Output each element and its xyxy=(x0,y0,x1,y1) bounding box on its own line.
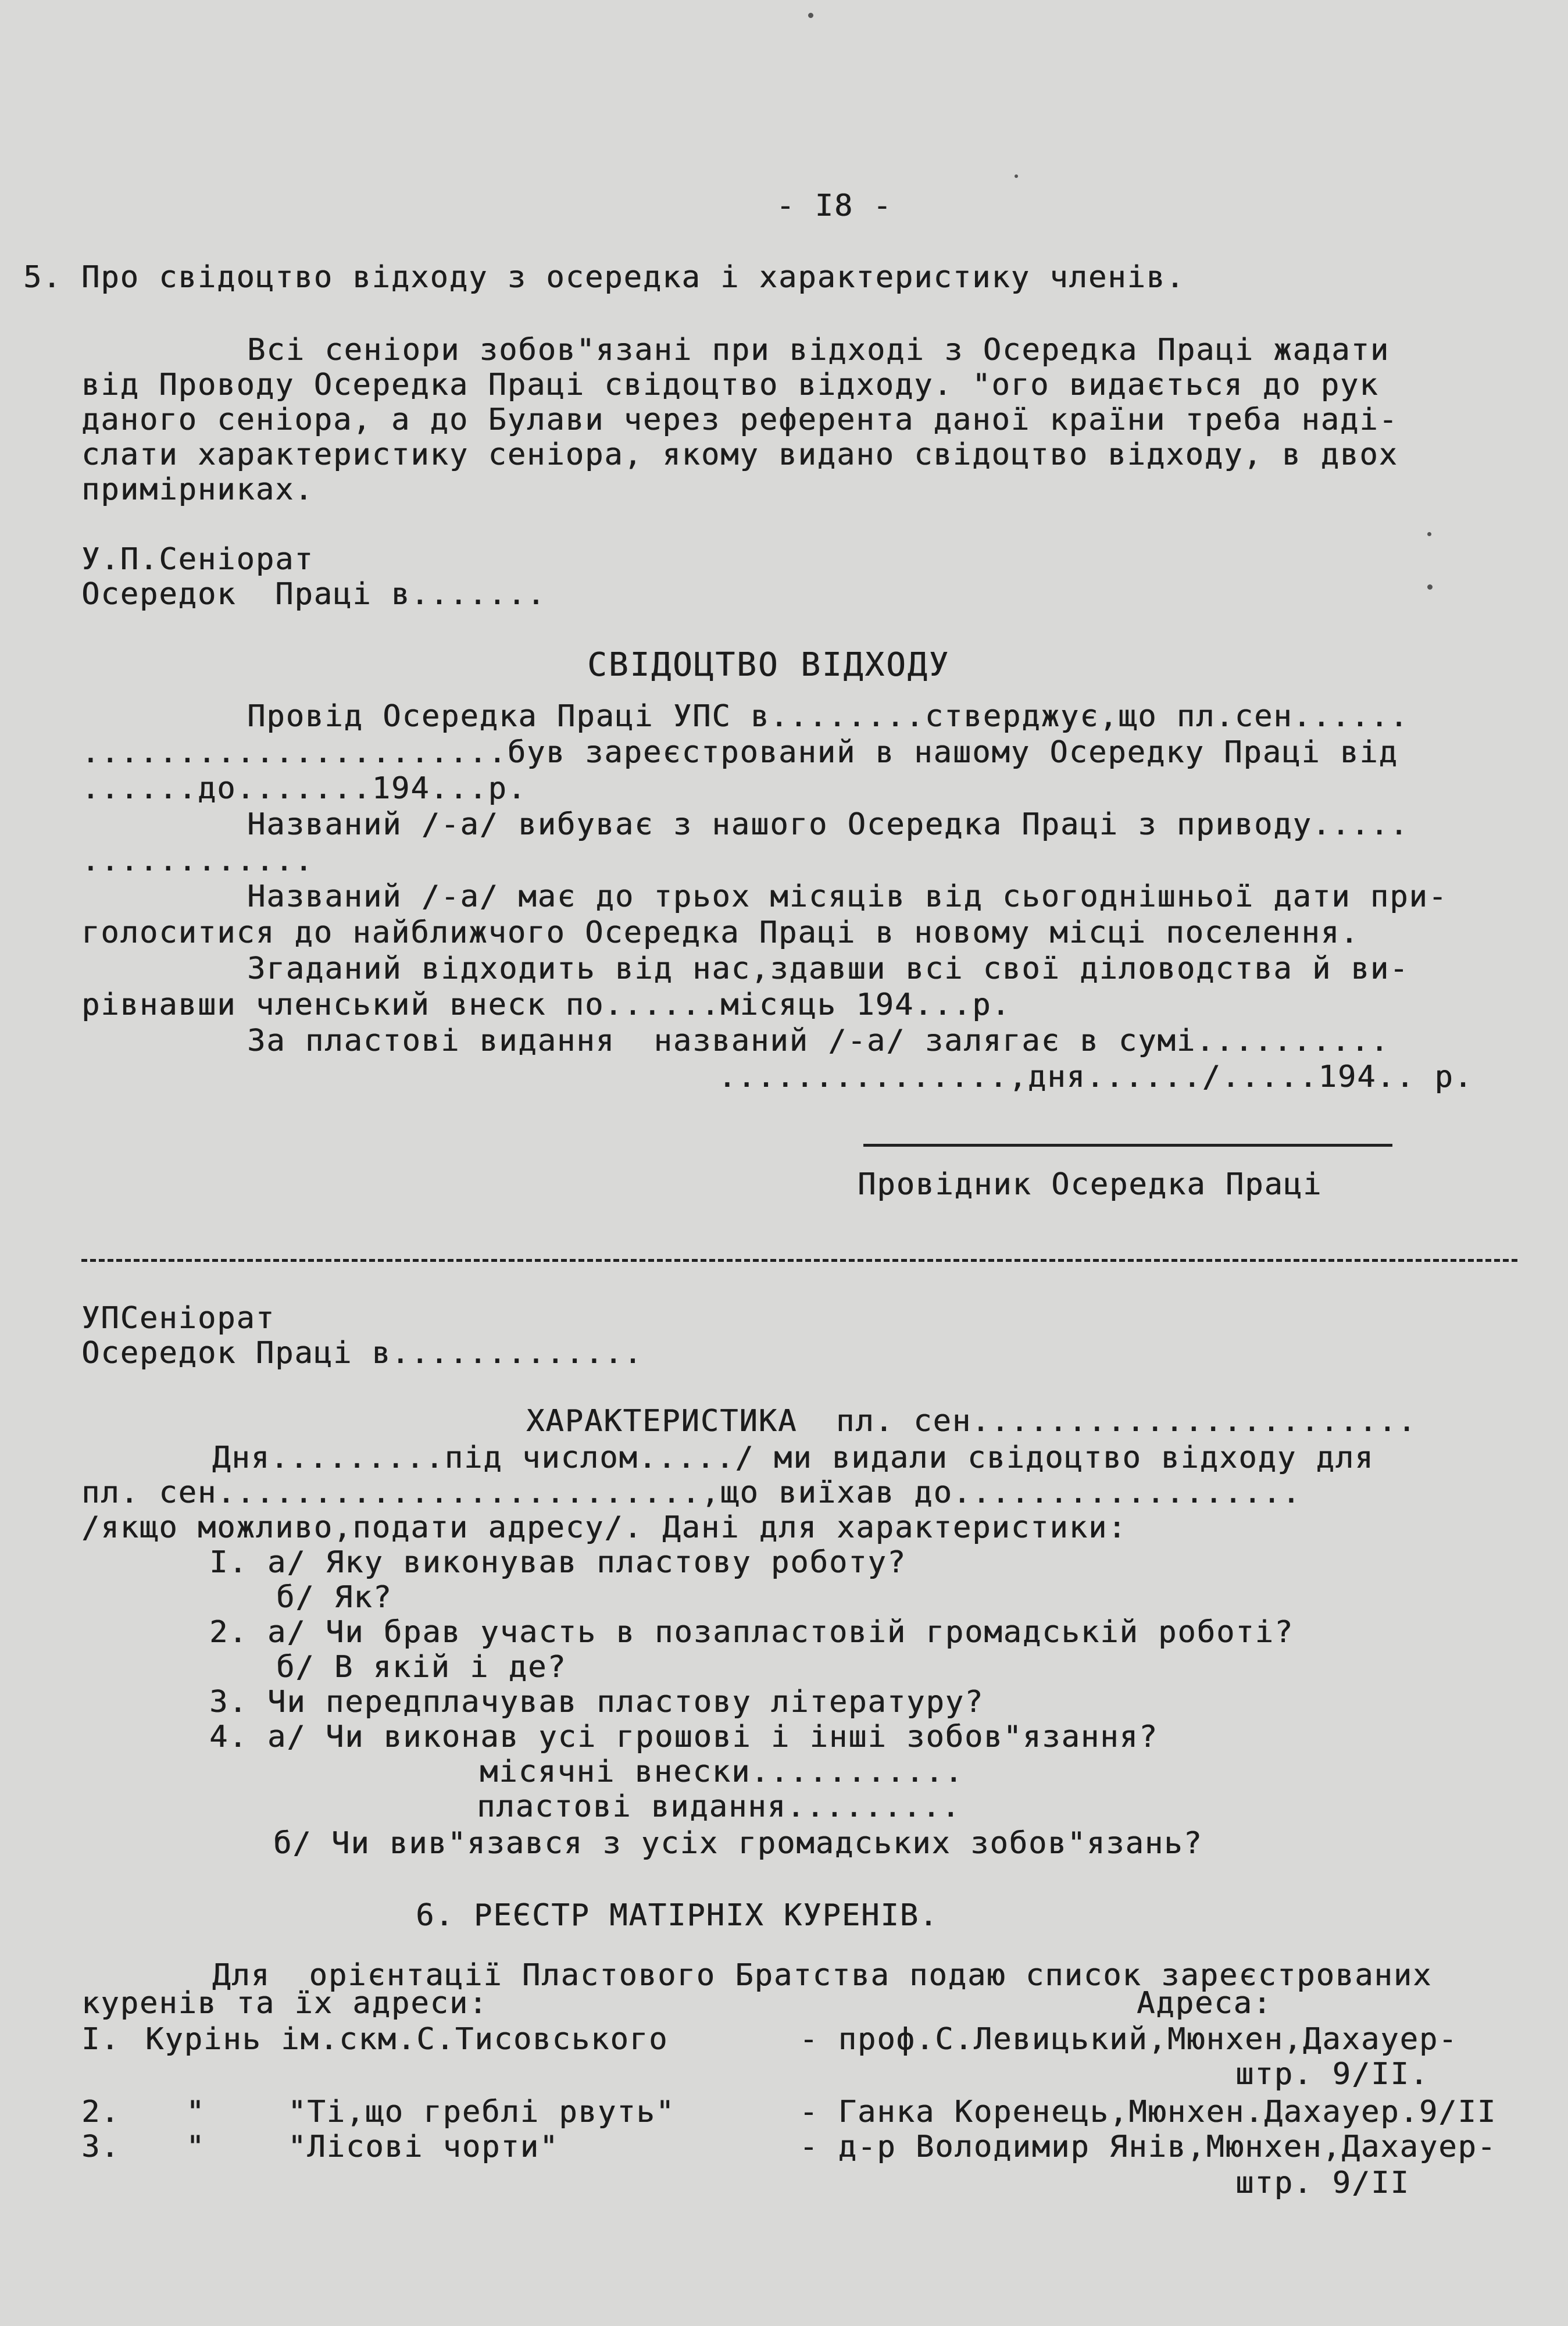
scan-speck xyxy=(1427,584,1433,590)
characteristic-line: Дня.........під числом...../ ми видали свідоцтво відходу для xyxy=(212,1440,1374,1475)
characteristic-subitem: пластові видання......... xyxy=(477,1789,961,1824)
register-address: - д-р Володимир Янів,Мюнхен,Дахауер- xyxy=(799,2129,1497,2164)
register-address: штр. 9/II xyxy=(1235,2166,1410,2200)
scan-speck xyxy=(1015,174,1018,178)
register-number: 3. xyxy=(81,2129,120,2164)
section-6-intro-line: куренів та їх адреси: xyxy=(81,1986,488,2021)
register-ditto-mark: " xyxy=(186,2095,206,2129)
signature-label: Провідник Осередка Праці xyxy=(858,1167,1323,1202)
characteristic-question: 3. Чи передплачував пластову літературу? xyxy=(209,1685,984,1719)
certificate-line: ............ xyxy=(81,843,314,878)
characteristic-org-line: УПСеніорат xyxy=(81,1301,276,1336)
certificate-org-line: Осередок Праці в....... xyxy=(81,577,547,612)
characteristic-question: 4. а/ Чи виконав усі грошові і інші зобов"язання? xyxy=(209,1719,1159,1754)
certificate-line: За пластові видання названий /-а/ залягає в сумі.......... xyxy=(247,1023,1390,1058)
section-5-paragraph-line: Всі сеніори зобов"язані при відході з Осередка Праці жадати xyxy=(247,333,1390,368)
section-5-paragraph-line: від Проводу Осередка Праці свідоцтво відходу. "ого видається до рук xyxy=(81,368,1379,402)
certificate-line: ......................був зареєстрований в нашому Осередку Праці від xyxy=(81,735,1398,770)
characteristic-question: 2. а/ Чи брав участь в позапластовій громадській роботі? xyxy=(209,1615,1294,1650)
characteristic-question: б/ Чи вив"язався з усіх громадських зобов"язань? xyxy=(273,1826,1203,1861)
scan-speck xyxy=(1427,532,1431,536)
characteristic-title: ХАРАКТЕРИСТИКА пл. сен....................... xyxy=(526,1404,1417,1439)
characteristic-line: пл. сен.........................,що виїхав до.................. xyxy=(81,1475,1302,1510)
characteristic-question: б/ Як? xyxy=(276,1580,392,1615)
register-kurin-name: "Ті,що греблі рвуть" xyxy=(288,2095,676,2129)
certificate-line: Названий /-а/ вибуває з нашого Осередка Праці з приводу..... xyxy=(247,807,1409,842)
section-5-heading: 5. Про свідоцтво відходу з осередка і характеристику членів. xyxy=(23,260,1185,295)
characteristic-subitem: місячні внески........... xyxy=(480,1754,964,1789)
section-5-paragraph-line: слати характеристику сеніора, якому видано свідоцтво відходу, в двох xyxy=(81,437,1398,472)
section-6-heading: 6. РЕЄСТР МАТІРНІХ КУРЕНІВ. xyxy=(416,1898,939,1933)
certificate-title: СВІДОЦТВО ВІДХОДУ xyxy=(587,646,951,684)
certificate-line: рівнавши членський внеск по......місяць 194...р. xyxy=(81,987,1011,1022)
register-ditto-mark: " xyxy=(186,2129,206,2164)
section-5-paragraph-line: даного сеніора, а до Булави через референта даної країни треба наді- xyxy=(81,402,1398,437)
register-kurin-name: Курінь ім.скм.С.Тисовського xyxy=(145,2022,669,2057)
section-6-intro-line: Для орієнтації Пластового Братства подаю список зареєстрованих xyxy=(212,1958,1433,1993)
characteristic-question: б/ В якій і де? xyxy=(276,1650,567,1685)
certificate-date-line: ...............,дня....../.....194.. р. xyxy=(718,1059,1473,1094)
register-number: 2. xyxy=(81,2095,120,2129)
characteristic-line: /якщо можливо,подати адресу/. Дані для характеристики: xyxy=(81,1510,1127,1545)
register-number: I. xyxy=(81,2022,120,2057)
register-address: - Ганка Коренець,Мюнхен.Дахауер.9/II xyxy=(799,2095,1497,2129)
page-number: - I8 - xyxy=(776,188,892,223)
certificate-org-line: У.П.Сеніорат xyxy=(81,542,314,577)
certificate-line: Названий /-а/ має до трьох місяців від сьогоднішньої дати при- xyxy=(247,879,1448,914)
certificate-line: голоситися до найближчого Осередка Праці в новому місці поселення. xyxy=(81,915,1360,950)
certificate-line: ......до.......194...р. xyxy=(81,771,527,806)
characteristic-question: I. а/ Яку виконував пластову роботу? xyxy=(209,1545,907,1580)
scan-speck xyxy=(808,13,813,18)
address-column-header: Адреса: xyxy=(1137,1986,1273,2021)
register-address: - проф.С.Левицький,Мюнхен,Дахауер- xyxy=(799,2022,1458,2057)
certificate-line: Провід Осередка Праці УПС в........стверджує,що пл.сен...... xyxy=(247,699,1409,734)
cut-line xyxy=(81,1259,1517,1262)
characteristic-org-line: Осередок Праці в............. xyxy=(81,1336,643,1371)
signature-line xyxy=(863,1144,1392,1147)
section-5-paragraph-line: примірниках. xyxy=(81,472,314,507)
register-kurin-name: "Лісові чорти" xyxy=(288,2129,559,2164)
certificate-line: Згаданий відходить від нас,здавши всі свої діловодства й ви- xyxy=(247,951,1409,986)
register-address: штр. 9/II. xyxy=(1235,2057,1430,2092)
